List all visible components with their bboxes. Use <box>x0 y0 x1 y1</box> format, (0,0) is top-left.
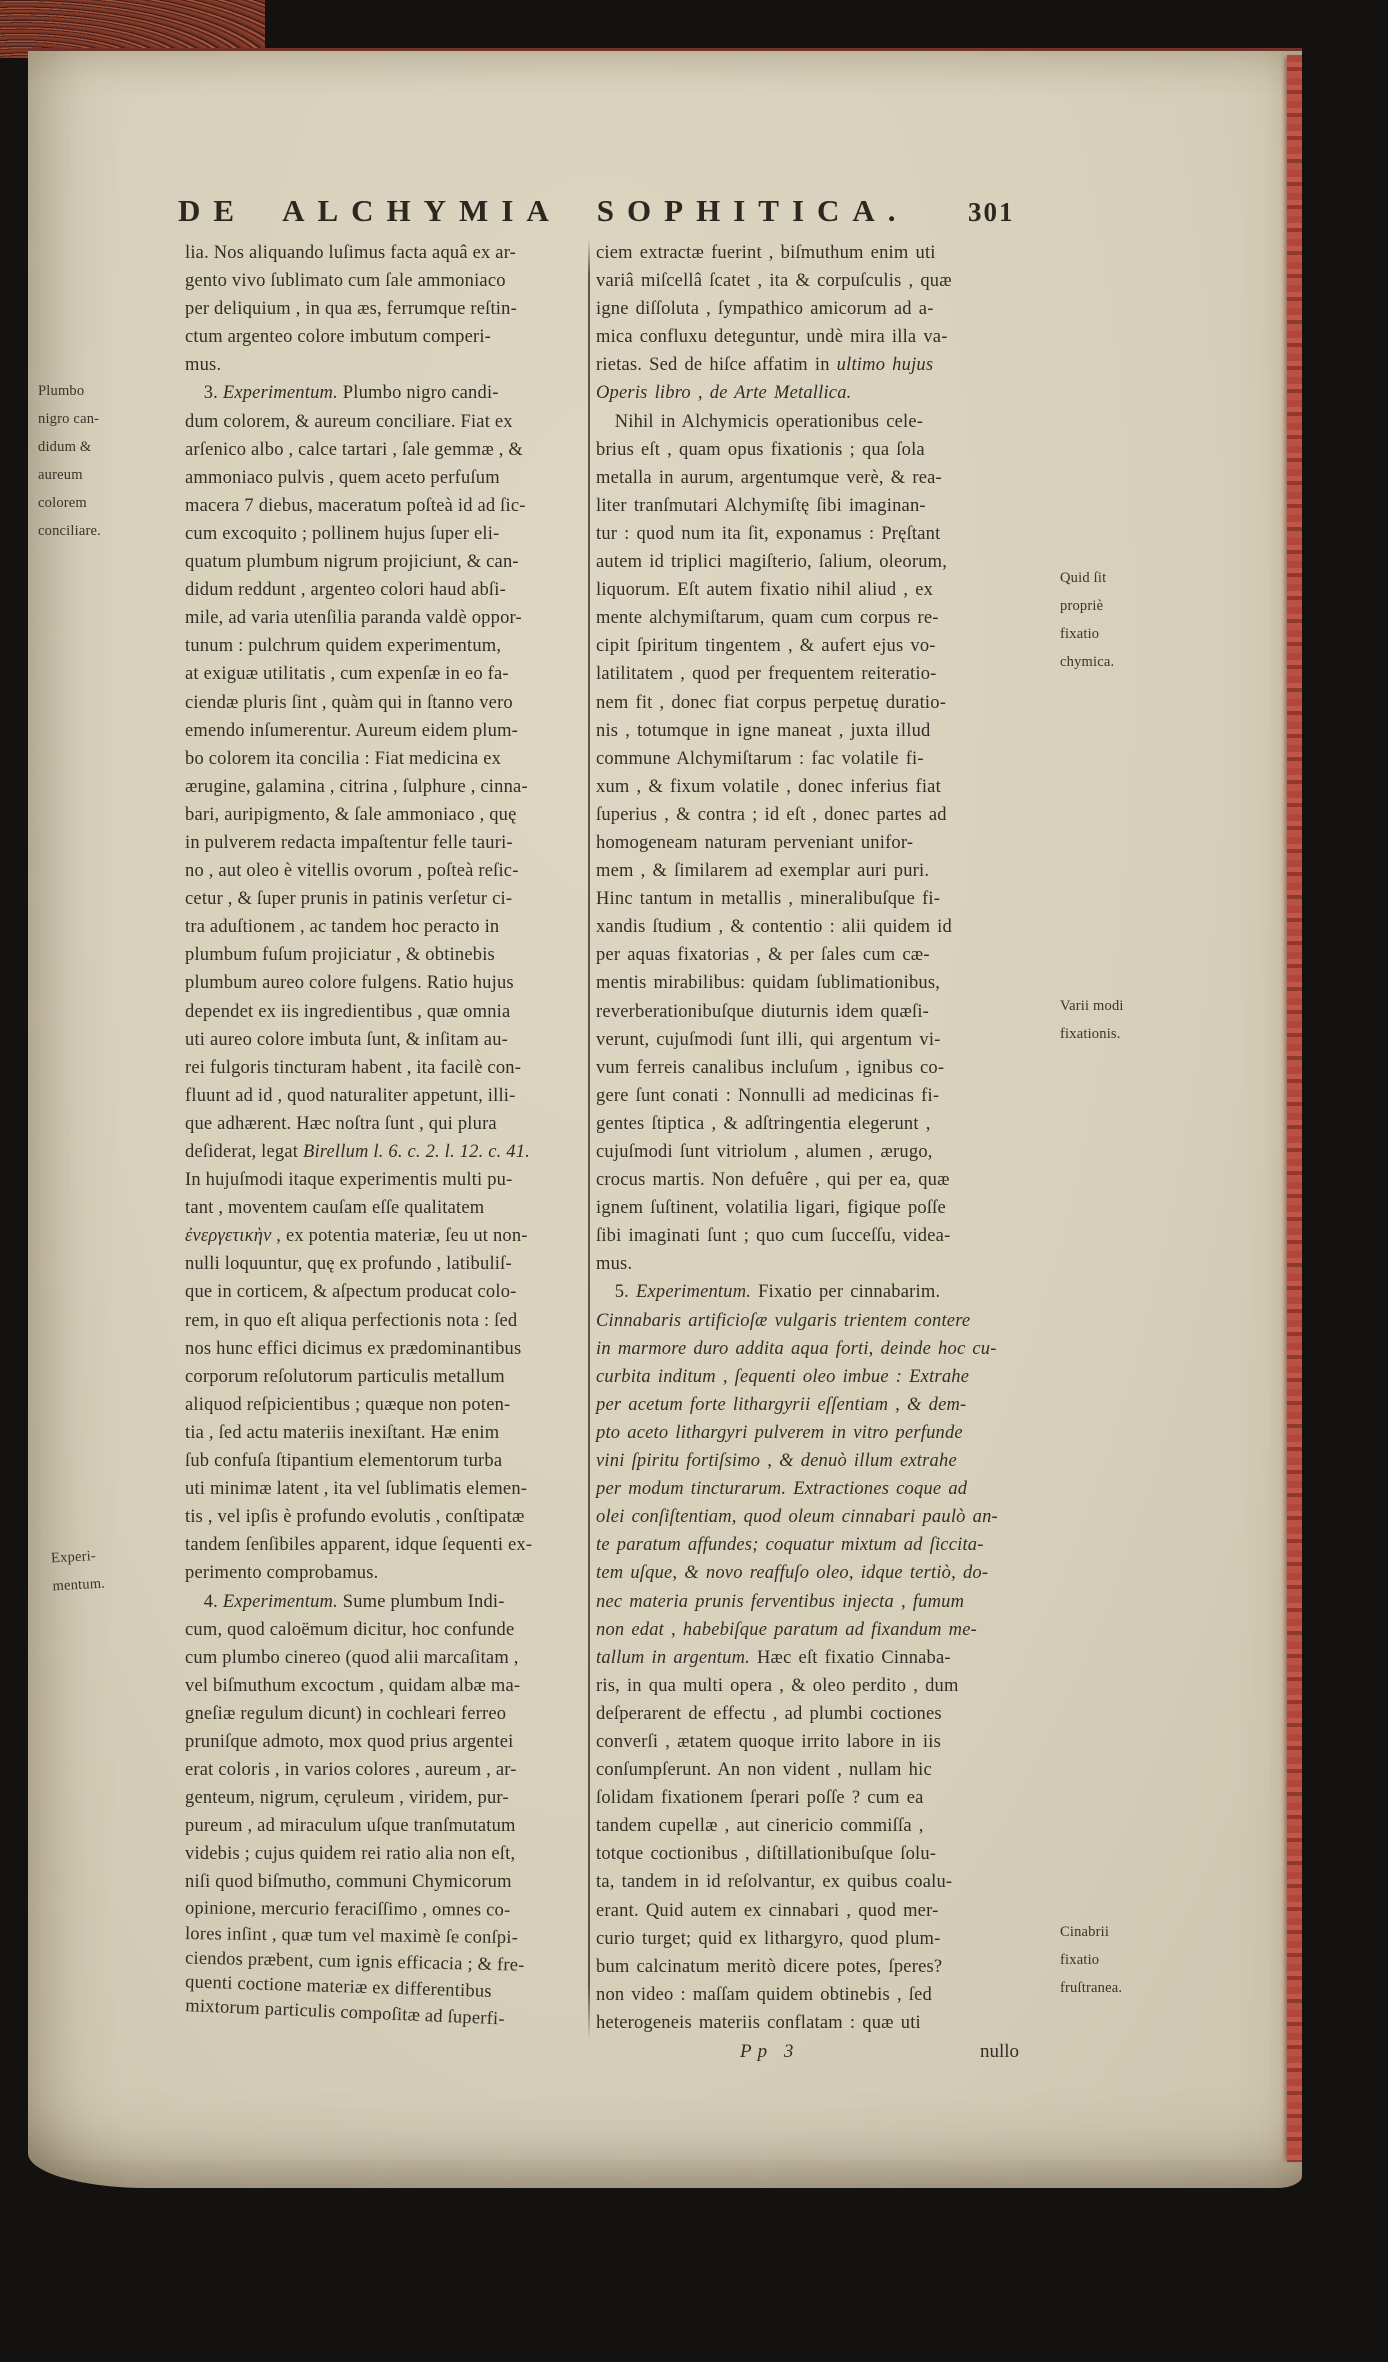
red-fore-edge <box>1287 55 1302 2162</box>
catchword: nullo <box>980 2041 1020 2062</box>
text-line: deſperarent de effectu , ad plumbi coctiones <box>596 1703 942 1724</box>
text-line: fixatio <box>1060 626 1100 643</box>
text-line: macera 7 diebus, maceratum poſteà id ad ſic- <box>185 495 526 516</box>
text-line: pto aceto lithargyri pulverem in vitro perfunde <box>596 1422 963 1443</box>
text-line: ammoniaco pulvis , quem aceto perfuſum <box>185 467 500 488</box>
text-line: at exiguæ utilitatis , cum expenſæ in eo fa- <box>185 664 509 685</box>
text-line: latilitatem , quod per frequentem reiteratio- <box>596 664 937 685</box>
text-line: tur : quod num ita ſit, exponamus : Pręſtant <box>596 523 941 544</box>
margin-note-plumbo-nigro <box>38 381 101 550</box>
text-line: corporum reſolutorum particulis metallum <box>185 1366 505 1387</box>
margin-note-quid-sit-fixatio <box>1060 569 1114 681</box>
text-line: mente alchymiſtarum, quam cum corpus re- <box>596 608 939 629</box>
text-line: In hujuſmodi itaque experimentis multi pu- <box>185 1170 513 1191</box>
text-line: per aquas fixatorias , & per ſales cum cæ- <box>596 945 930 966</box>
text-line: no , aut oleo è vitellis ovorum , poſteà reſic- <box>185 861 519 882</box>
text-line: totque coctionibus , diſtillationibuſque ſolu- <box>596 1844 937 1865</box>
text-line: ciem extractæ fuerint , biſmuthum enim uti <box>596 243 936 263</box>
text-line: mus. <box>185 355 222 376</box>
text-line: videbis ; cujus quidem rei ratio alia non eſt, <box>185 1844 516 1865</box>
text-line: in pulverem redacta impaſtentur felle tauri- <box>185 832 513 853</box>
page-number: 301 <box>968 197 1015 227</box>
text-line: dum colorem, & aureum conciliare. Fiat ex <box>185 411 513 432</box>
margin-note-experimentum <box>51 1546 106 1605</box>
text-line: heterogeneis materiis conflatam : quæ uti <box>596 2012 921 2033</box>
text-line: cipit ſpiritum tingentem , & aufert ejus vo- <box>596 636 936 657</box>
text-line: te paratum affundes; coquatur mixtum ad ſiccita- <box>596 1535 984 1556</box>
text-line: curbita inditum , ſequenti oleo imbue : Extrahe <box>596 1366 970 1387</box>
text-line: variâ miſcellâ ſcatet , ita & corpuſculis , quæ <box>596 271 952 292</box>
text-line: chymica. <box>1060 654 1115 671</box>
text-line: erant. Quid autem ex cinnabari , quod mer- <box>596 1900 939 1921</box>
text-line: ciendos præbent, cum ignis efficacia ; & fre- <box>184 1948 525 1976</box>
text-line: homogeneam naturam perveniant unifor- <box>596 832 914 853</box>
text-line: colorem <box>38 495 87 512</box>
text-line: ſub confuſa ſtipantium elementorum turba <box>185 1451 503 1472</box>
text-line: tem uſque, & novo reaffuſo oleo, idque tertiò, do- <box>596 1563 989 1584</box>
text-line: verunt, cujuſmodi ſunt illi, qui argentum vi- <box>596 1029 941 1050</box>
text-line: 4. Experimentum. Sume plumbum Indi- <box>185 1591 505 1612</box>
text-line: metalla in aurum, argentumque verè, & rea- <box>596 467 942 488</box>
text-line: fruſtranea. <box>1060 1980 1123 1997</box>
signature-mark: Pp 3 <box>740 2041 800 2062</box>
text-line: didum & <box>38 439 92 456</box>
running-header-title: DE ALCHYMIA SOPHITICA. <box>178 193 909 228</box>
text-line: cum plumbo cinereo (quod alii marcaſitam , <box>185 1647 519 1668</box>
text-line: quatum plumbum nigrum projiciunt, & can- <box>185 552 519 573</box>
text-line: cujuſmodi ſunt vitriolum , alumen , ærugo, <box>596 1142 933 1162</box>
text-line: Cinabrii <box>1060 1924 1110 1940</box>
text-line: tia , ſed actu materiis inexiſtant. Hæ enim <box>185 1422 500 1443</box>
text-line: erat coloris , in varios colores , aureum , ar- <box>185 1760 517 1781</box>
text-line: liter tranſmutari Alchymiſtę ſibi imaginan- <box>596 495 926 516</box>
text-line: rei fulgoris tincturam habent , ita facilè con- <box>185 1057 522 1078</box>
text-line: uti minimæ latent , ita vel ſublimatis elemen- <box>185 1479 528 1500</box>
text-line: gere ſunt conati : Nonnulli ad medicinas fi- <box>596 1085 940 1106</box>
text-line: conciliare. <box>38 523 101 540</box>
book-page <box>28 48 1302 2188</box>
text-line: emendo inſumerentur. Aureum eidem plum- <box>185 720 519 741</box>
text-line: nigro can- <box>38 411 100 428</box>
text-line: pureum , ad miraculum uſque tranſmutatum <box>185 1816 516 1837</box>
text-line: cum excoquito ; pollinem hujus ſuper eli- <box>185 523 500 544</box>
text-column-right <box>596 239 1074 2037</box>
text-line: cum, quod caloëmum dicitur, hoc confunde <box>185 1619 515 1640</box>
text-line: que adhærent. Hæc noſtra ſunt , qui plura <box>185 1113 497 1134</box>
text-line: tallum in argentum. Hæc eſt fixatio Cinnaba- <box>596 1647 951 1668</box>
text-line: nec materia prunis ferventibus injecta , fumum <box>596 1591 965 1612</box>
text-line: vel biſmuthum excoctum , quidam albæ ma- <box>185 1675 521 1696</box>
text-line: xum , & fixum volatile , donec inferius fiat <box>596 776 941 797</box>
text-line: plumbum aureo colore fulgens. Ratio hujus <box>185 973 514 994</box>
text-line: gento vivo ſublimato cum ſale ammoniaco <box>185 271 506 292</box>
text-line: genteum, nigrum, cęruleum , viridem, pur- <box>185 1788 509 1809</box>
text-line: curio turget; quid ex lithargyro, quod plum- <box>596 1928 941 1949</box>
text-column-left <box>185 239 589 2037</box>
text-line: per deliquium , in qua æs, ferrumque reſtin- <box>185 299 517 320</box>
margin-note-cinabrii-fixatio <box>1060 1923 1122 2007</box>
text-line: nulli loquuntur, quę ex profundo , latibuliſ- <box>185 1254 512 1275</box>
text-line: ſibi imaginati ſunt ; quo cum ſucceſſu, videa- <box>596 1226 951 1247</box>
text-line: fluunt ad id , quod naturaliter appetunt, illi- <box>185 1085 516 1106</box>
text-line: gentes ſtiptica , & adſtringentia elegerunt , <box>596 1113 931 1134</box>
text-line: uti aureo colore imbuta ſunt, & inſitam au- <box>185 1029 509 1050</box>
text-line: que in corticem, & aſpectum producat colo- <box>185 1282 517 1303</box>
text-line: Experi- <box>50 1548 97 1567</box>
text-line: fixationis. <box>1060 1026 1121 1043</box>
text-line: Varii modi <box>1060 998 1124 1014</box>
text-line: ignem ſuſtinent, volatilia ligari, figique poſſe <box>596 1198 946 1219</box>
text-line: lores inſint , quæ tum vel maximè ſe conſpi- <box>184 1923 519 1948</box>
text-line: niſi quod biſmutho, communi Chymicorum <box>185 1872 512 1893</box>
text-line: 5. Experimentum. Fixatio per cinnabarim. <box>596 1282 941 1303</box>
margin-note-varii-modi <box>1060 997 1124 1053</box>
text-line: aureum <box>38 467 83 484</box>
text-line: arſenico albo , calce tartari , ſale gemmæ , & <box>185 439 523 460</box>
text-line: ἐνεργετικὴν , ex potentia materiæ, ſeu ut non- <box>185 1226 528 1247</box>
text-line: non video : maſſam quidem obtinebis , ſed <box>596 1984 932 2005</box>
text-line: quenti coctione materiæ ex differentibus <box>184 1972 493 2002</box>
text-line: didum reddunt , argenteo colori haud abſi- <box>185 580 506 601</box>
text-line: vum ferreis canalibus incluſum , ignibus co- <box>596 1057 945 1078</box>
text-line: in marmore duro addita aqua forti, deinde hoc cu- <box>596 1338 997 1359</box>
text-line: Operis libro , de Arte Metallica. <box>596 383 852 404</box>
text-line: fixatio <box>1060 1952 1100 1969</box>
text-line: ſuperius , & contra ; id eſt , donec partes ad <box>596 804 947 825</box>
text-line: ctum argenteo colore imbutum comperi- <box>185 327 492 348</box>
text-line: nem fit , donec fiat corpus perpetuę duratio- <box>596 692 947 713</box>
text-line: per modum tincturarum. Extractiones coque ad <box>596 1479 968 1500</box>
text-line: brius eſt , quam opus fixationis ; qua ſola <box>596 439 925 460</box>
text-line: mixtorum particulis compoſitæ ad ſuperfi- <box>184 1995 506 2030</box>
text-line: pruniſque admoto, mox quod prius argentei <box>185 1731 514 1752</box>
text-line: tra aduſtionem , ac tandem hoc peracto in <box>185 917 500 938</box>
text-line: nis , totumque in igne maneat , juxta illud <box>596 720 931 741</box>
text-line: mica confluxu deteguntur, undè mira illa va- <box>596 327 948 348</box>
text-line: tandem cupellæ , aut cinericio commiſſa , <box>596 1816 924 1837</box>
text-line: rem, in quo eſt aliqua perfectionis nota : ſed <box>185 1310 518 1331</box>
text-line: Cinnabaris artificioſæ vulgaris trientem contere <box>596 1310 971 1331</box>
text-line: per acetum forte lithargyrii eſſentiam , & dem- <box>596 1394 967 1415</box>
text-line: olei conſiſtentiam, quod oleum cinnabari paulò an- <box>596 1507 998 1528</box>
text-line: ciendæ pluris ſint , quàm qui in ſtanno vero <box>185 692 513 713</box>
text-line: non edat , habebiſque paratum ad fixandum me- <box>596 1619 977 1640</box>
text-line: gneſiæ regulum dicunt) in cochleari ferreo <box>185 1703 507 1724</box>
text-line: mem , & ſimilarem ad exemplar auri puri. <box>596 861 930 882</box>
text-line: conſumpſerunt. An non vident , nullam hic <box>596 1760 932 1781</box>
text-line: perimento comprobamus. <box>185 1563 379 1584</box>
text-line: tunum : pulchrum quidem experimentum, <box>185 636 502 657</box>
text-line: bari, auripigmento, & ſale ammoniaco , quę <box>185 804 517 825</box>
text-line: aliquod reſpicientibus ; quæque non poten- <box>185 1394 511 1415</box>
text-line: Hinc tantum in metallis , mineralibuſque fi- <box>596 889 941 910</box>
text-line: 3. Experimentum. Plumbo nigro candi- <box>185 383 499 404</box>
text-line: dependet ex iis ingredientibus , quæ omnia <box>185 1001 511 1022</box>
text-line: vini ſpiritu fortiſsimo , & denuò illum extrahe <box>596 1451 957 1472</box>
text-line: rietas. Sed de hiſce affatim in ultimo hujus <box>596 355 934 376</box>
text-line: converſi , ætatem quoque irrito labore in iis <box>596 1731 941 1752</box>
text-line: commune Alchymiſtarum : fac volatile fi- <box>596 748 924 769</box>
text-line: cetur , & ſuper prunis in patinis verſetur ci- <box>185 889 513 910</box>
text-line: plumbum fuſum projiciatur , & obtinebis <box>185 945 495 966</box>
text-line: lia. Nos aliquando luſimus facta aquâ ex ar- <box>185 243 517 263</box>
text-line: propriè <box>1060 598 1104 615</box>
text-line: nos hunc effici dicimus ex prædominantibus <box>185 1338 522 1359</box>
text-line: ſolidam fixationem ſperari poſſe ? cum ea <box>596 1788 924 1809</box>
text-line: liquorum. Eſt autem fixatio nihil aliud , ex <box>596 580 934 601</box>
text-line: reverberationibuſque diuturnis idem quæſi- <box>596 1001 930 1022</box>
text-line: tis , vel ipſis è profundo evolutis , conſtipatæ <box>185 1507 525 1528</box>
text-line: mentis mirabilibus: quidam ſublimationibus, <box>596 973 941 994</box>
text-line: igne diſſoluta , ſympathico amicorum ad a- <box>596 299 934 320</box>
text-line: tant , moventem cauſam eſſe qualitatem <box>185 1198 485 1219</box>
text-line: tandem ſenſibiles apparent, idque ſequenti ex- <box>185 1535 533 1556</box>
text-line: ærugine, galamina , citrina , ſulphure , cinna- <box>185 776 528 797</box>
text-line: bo colorem ita concilia : Fiat medicina ex <box>185 748 502 769</box>
text-line: ris, in qua multi opera , & oleo perdito , dum <box>596 1675 959 1696</box>
text-line: xandis ſtudium , & contentio : alii quidem id <box>596 917 952 938</box>
text-line: bum calcinatum meritò dicere potes, ſperes? <box>596 1956 943 1977</box>
text-line: mus. <box>596 1254 633 1275</box>
text-line: Quid ſit <box>1060 570 1107 586</box>
text-line: opinione, mercurio feraciſſimo , omnes co- <box>184 1898 511 1921</box>
text-line: ta, tandem in id reſolvantur, ex quibus coalu- <box>596 1872 953 1893</box>
text-line: autem id triplici magiſterio, ſalium, oleorum, <box>596 552 948 573</box>
text-line: mile, ad varia utenſilia paranda valdè oppor- <box>185 608 522 629</box>
text-line: Nihil in Alchymicis operationibus cele- <box>596 411 924 432</box>
text-line: mentum. <box>52 1575 106 1595</box>
text-line: Plumbo <box>38 383 85 399</box>
text-line: deſiderat, legat Birellum l. 6. c. 2. l. 12. c. 41. <box>185 1142 531 1162</box>
text-line: crocus martis. Non defuêre , qui per ea, quæ <box>596 1170 950 1191</box>
